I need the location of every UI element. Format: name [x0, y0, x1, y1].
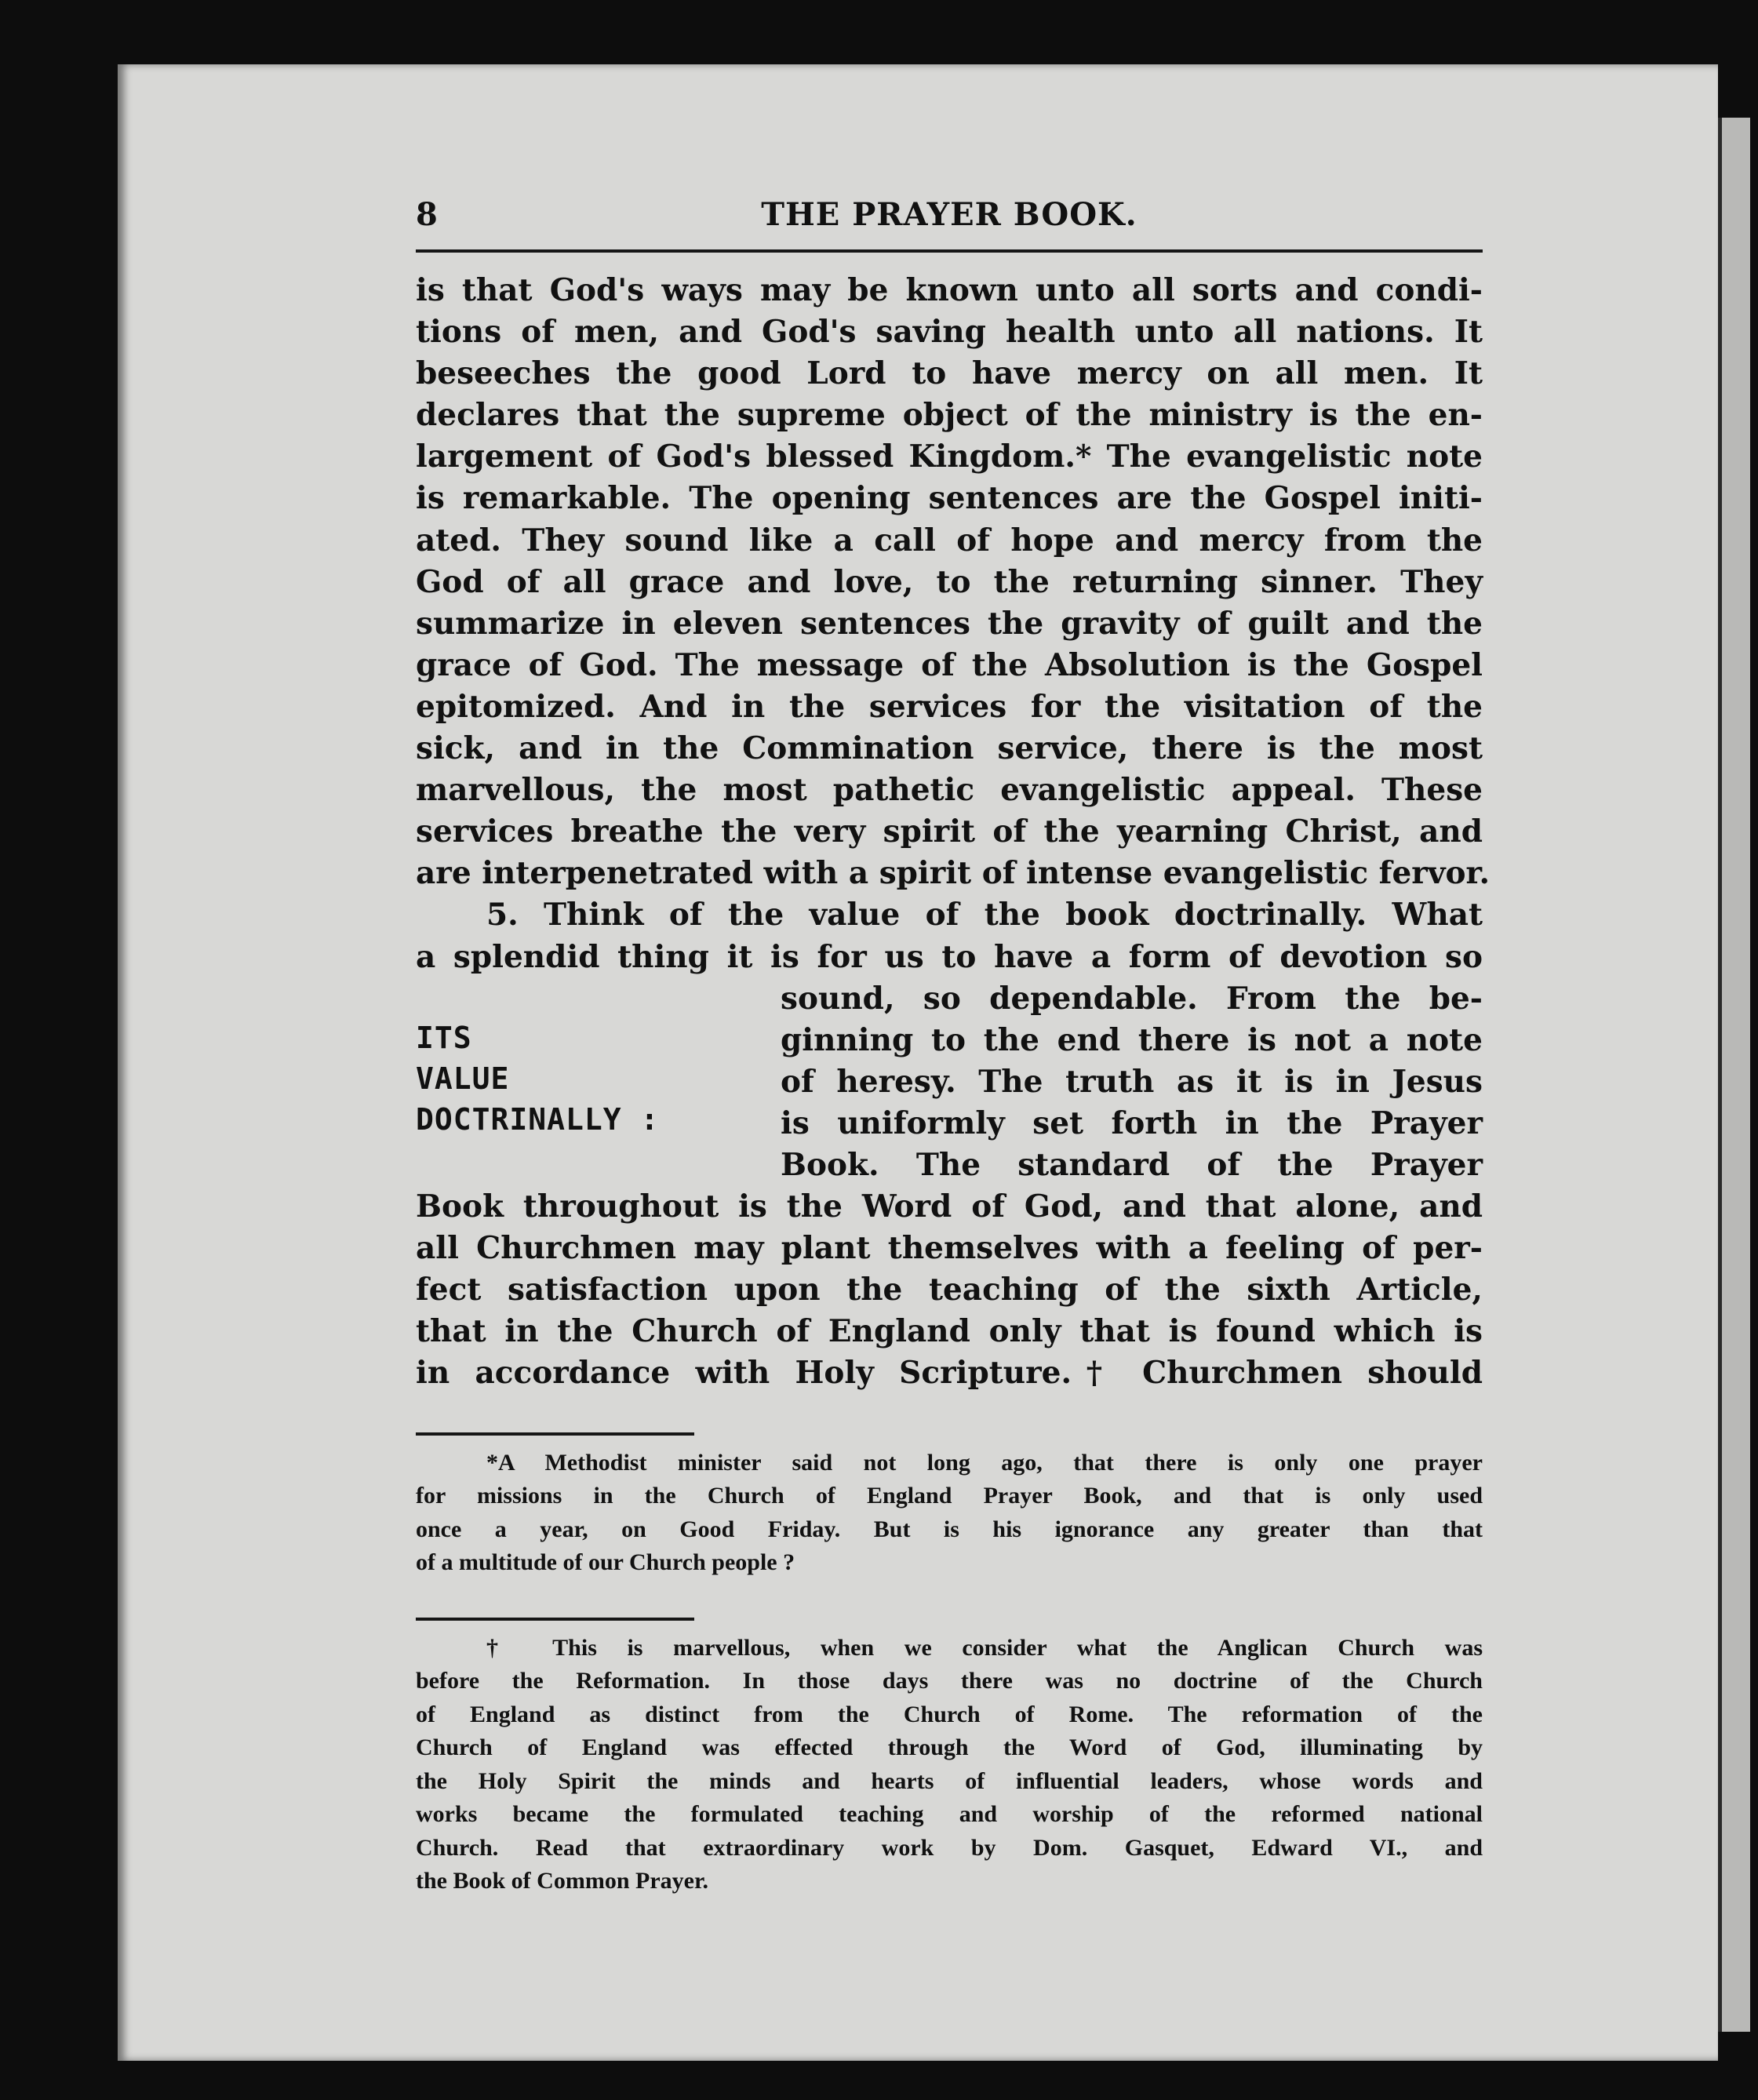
- footnote-star: [416, 1447, 1483, 1580]
- text-line: fect satisfaction upon the teaching of the sixth Article,: [416, 1272, 1483, 1308]
- page-number: 8: [416, 196, 439, 233]
- text-line: is uniformly set forth in the Prayer: [781, 1105, 1483, 1141]
- main-text: [416, 270, 1490, 1395]
- sidenote-line: VALUE: [416, 1061, 510, 1096]
- text-line: tions of men, and God's saving health unto all nations. It: [416, 314, 1483, 351]
- text-line: are interpenetrated with a spirit of intense evangelistic fervor.: [416, 855, 1490, 892]
- footnote-line: *A Methodist minister said not long ago, that there is only one prayer: [486, 1449, 1483, 1476]
- footnote-line: of England as distinct from the Church of Rome. The reformation of the: [416, 1701, 1483, 1727]
- text-line: declares that the supreme object of the ministry is the en-: [416, 397, 1483, 434]
- text-line: beseeches the good Lord to have mercy on all men. It: [416, 355, 1483, 392]
- text-line: God of all grace and love, to the returning sinner. They: [416, 563, 1483, 600]
- header-rule: [416, 249, 1483, 253]
- page-text-block: [416, 196, 1490, 1898]
- running-title: THE PRAYER BOOK.: [761, 196, 1137, 233]
- footnote-line: the Book of Common Prayer.: [416, 1868, 709, 1894]
- sidenote-line: ITS: [416, 1020, 472, 1055]
- sidenote-section: [416, 978, 1483, 1186]
- footnote-rule: [416, 1432, 694, 1436]
- text-line: grace of God. The message of the Absolution is the Gospel: [416, 646, 1483, 683]
- text-line: is remarkable. The opening sentences are the Gospel initi-: [416, 480, 1483, 517]
- text-line: ated. They sound like a call of hope and mercy from the: [416, 522, 1483, 559]
- text-line: sound, so dependable. From the be-: [781, 980, 1483, 1017]
- text-line: Book. The standard of the Prayer: [781, 1146, 1483, 1183]
- footnote-line: for missions in the Church of England Prayer Book, and that is only used: [416, 1483, 1483, 1509]
- paragraph-2: [416, 894, 1483, 1394]
- footnote-line: before the Reformation. In those days there was no doctrine of the Church: [416, 1668, 1483, 1694]
- footnote-rule: [416, 1618, 694, 1621]
- text-line: largement of God's blessed Kingdom.* The evangelistic note: [416, 439, 1483, 475]
- margin-sidenote: [416, 978, 781, 1186]
- footnote-line: Church of England was effected through the Word of God, illuminating by: [416, 1734, 1483, 1761]
- facing-page-edge: [1718, 118, 1750, 2032]
- text-line: summarize in eleven sentences the gravity of guilt and the: [416, 605, 1483, 642]
- footnote-line: the Holy Spirit the minds and hearts of influential leaders, whose words and: [416, 1767, 1483, 1794]
- footnote-line: of a multitude of our Church people ?: [416, 1549, 795, 1576]
- footnote-dagger: [416, 1632, 1483, 1898]
- paragraph-1: [416, 270, 1490, 894]
- sidenote-line: DOCTRINALLY :: [416, 1101, 660, 1137]
- footnote-line: Church. Read that extraordinary work by Dom. Gasquet, Edward VI., and: [416, 1834, 1483, 1861]
- text-line: that in the Church of England only that is found which is: [416, 1313, 1483, 1350]
- footnote-line: † This is marvellous, when we consider what the Anglican Church was: [486, 1634, 1483, 1661]
- text-line: marvellous, the most pathetic evangelistic appeal. These: [416, 772, 1483, 809]
- text-line: epitomized. And in the services for the visitation of the: [416, 688, 1483, 725]
- text-line: of heresy. The truth as it is in Jesus: [781, 1063, 1483, 1100]
- footnote-line: once a year, on Good Friday. But is his ignorance any greater than that: [416, 1516, 1483, 1542]
- footnote-line: works became the formulated teaching and worship of the reformed national: [416, 1801, 1483, 1828]
- text-line: in accordance with Holy Scripture.† Churchmen should: [416, 1355, 1483, 1392]
- text-line: a splendid thing it is for us to have a form of devotion so: [416, 938, 1483, 975]
- text-line: ginning to the end there is not a note: [781, 1021, 1483, 1058]
- text-line: all Churchmen may plant themselves with a feeling of per-: [416, 1230, 1483, 1267]
- running-header: [416, 196, 1483, 246]
- text-line: is that God's ways may be known unto all sorts and condi-: [416, 272, 1483, 308]
- text-line: sick, and in the Commination service, there is the most: [416, 730, 1483, 767]
- text-line: Book throughout is the Word of God, and that alone, and: [416, 1188, 1483, 1225]
- text-line: services breathe the very spirit of the yearning Christ, and: [416, 813, 1483, 850]
- text-beside-sidenote: [781, 978, 1483, 1186]
- text-line: 5. Think of the value of the book doctrinally. What: [486, 897, 1483, 934]
